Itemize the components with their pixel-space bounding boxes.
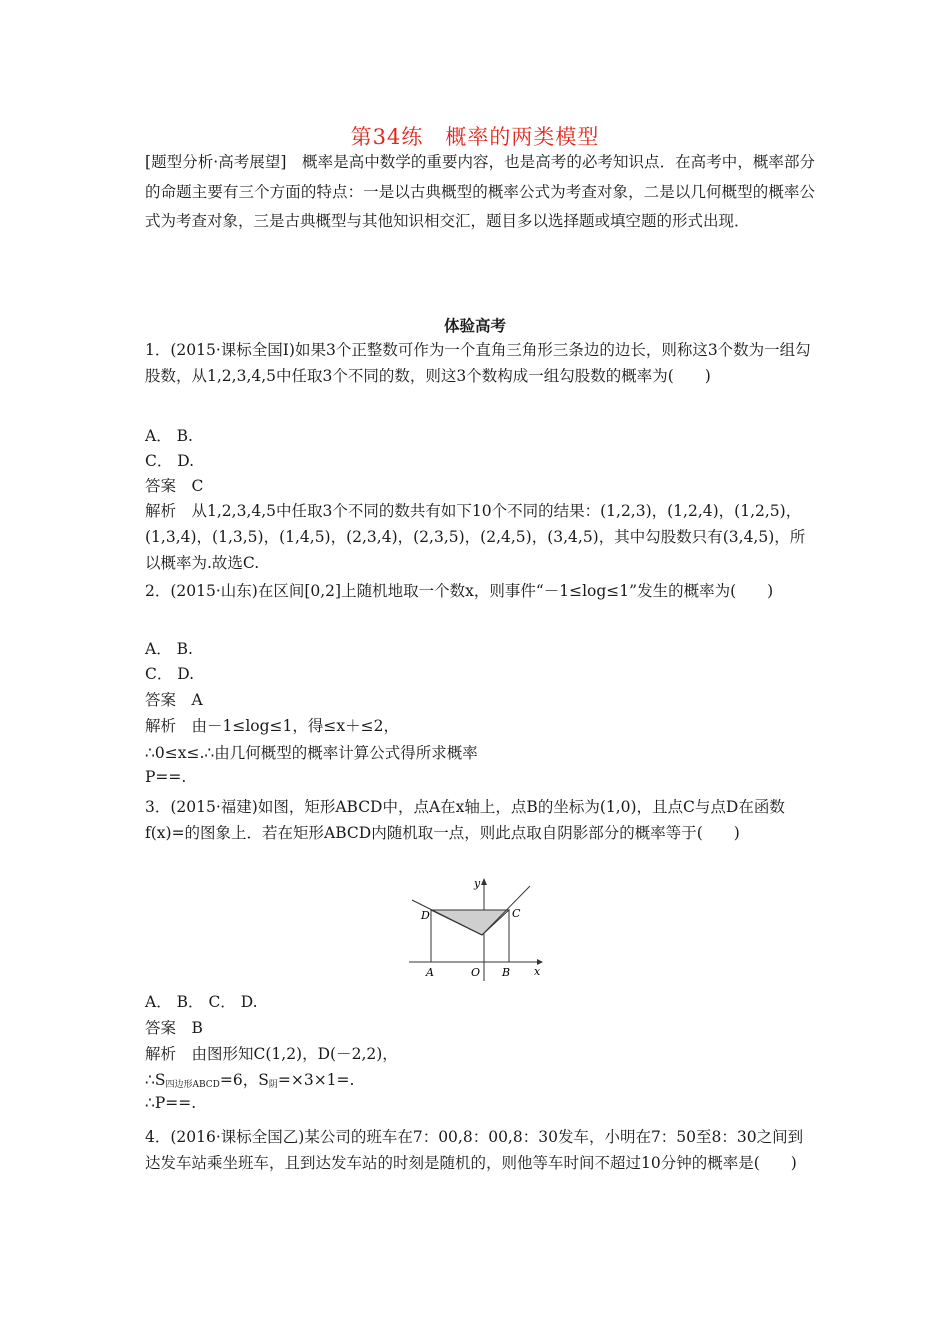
label-c: C (512, 907, 521, 920)
q3-analysis-line2 (145, 1068, 354, 1090)
q2-analysis-line1: 解析 由－1≤log≤1，得≤x＋≤2， (145, 717, 399, 735)
q3-sub-shaded: 阴 (268, 1080, 278, 1090)
q2-options-ab: A． B. (145, 640, 193, 658)
shaded-region (431, 910, 509, 935)
q3-sub-quadrilateral: 四边形ABCD (165, 1080, 220, 1090)
intro-paragraph: [题型分析·高考展望] 概率是高中数学的重要内容，也是高考的必考知识点．在高考中，概率部分的命题主要有三个方面的特点：一是以古典概型的概率公式为考查对象，二是以几何概型的概率公式为考查对象，三是古典概型与其他知识相交汇，题目多以选择题或填空题的形式出现． (145, 153, 815, 230)
section-title: 体验高考 (443, 316, 506, 335)
q3-analysis-line1: 解析 由图形知C(1,2)，D(－2,2)， (145, 1045, 398, 1063)
q3-analysis-line2-b: =6，S (219, 1071, 269, 1089)
q3-analysis-line2-a: ∴S (145, 1071, 166, 1089)
q3-analysis-line2-c: =×3×1=. (277, 1071, 355, 1089)
q2-analysis-line3: P==. (145, 768, 187, 786)
label-y: y (474, 877, 481, 890)
q3-analysis-line3: ∴P==. (145, 1094, 197, 1112)
q3-answer: 答案 B (145, 1019, 203, 1037)
q3-options: A． B． C． D. (145, 993, 258, 1011)
q1-options-ab: A． B. (145, 427, 193, 445)
q2-options-cd: C． D. (145, 665, 195, 683)
q2-answer: 答案 A (145, 691, 203, 709)
q3-stem: 3．(2015·福建)如图，矩形ABCD中，点A在x轴上，点B的坐标为(1,0)，且点C与点D在函数f(x)=的图象上．若在矩形ABCD内随机取一点，则此点取自阴影部分的概率等于( ) (145, 798, 785, 842)
q1-stem: 1．(2015·课标全国Ⅰ)如果3个正整数可作为一个直角三角形三条边的边长，则称这3个数为一组勾股数，从1,2,3,4,5中任取3个不同的数，则这3个数构成一组勾股数的概率为( ) (145, 341, 811, 385)
q2-analysis-line2: ∴0≤x≤.∴由几何概型的概率计算公式得所求概率 (145, 744, 478, 762)
q4-stem: 4．(2016·课标全国乙)某公司的班车在7：00,8：00,8：30发车，小明在7：50至8：30之间到达发车站乘坐班车，且到达发车站的时刻是随机的，则他等车时间不超过10分钟的概率是( ) (145, 1128, 804, 1172)
label-a: A (426, 966, 434, 979)
label-o: O (471, 966, 481, 979)
label-x: x (534, 965, 541, 978)
q2-stem: 2．(2015·山东)在区间[0,2]上随机地取一个数x，则事件“－1≤log≤1”发生的概率为( ) (145, 582, 774, 600)
q1-analysis: 解析 从1,2,3,4,5中任取3个不同的数共有如下10个不同的结果：(1,2,3)，(1,2,4)，(1,2,5)，(1,3,4)，(1,3,5)，(1,4,5)，(2,3,4)，(2,3,5)，(2,4,5)，(3,4,5)，其中勾股数只有(3,4,5)，所以概率为.故选C. (145, 502, 806, 572)
q3-figure (404, 873, 549, 985)
label-d: D (421, 909, 430, 922)
page-title: 第34练 概率的两类模型 (350, 125, 600, 149)
y-axis-arrow (481, 878, 487, 885)
q1-answer: 答案 C (145, 477, 204, 495)
q1-options-cd: C． D. (145, 452, 195, 470)
label-b: B (502, 966, 511, 979)
